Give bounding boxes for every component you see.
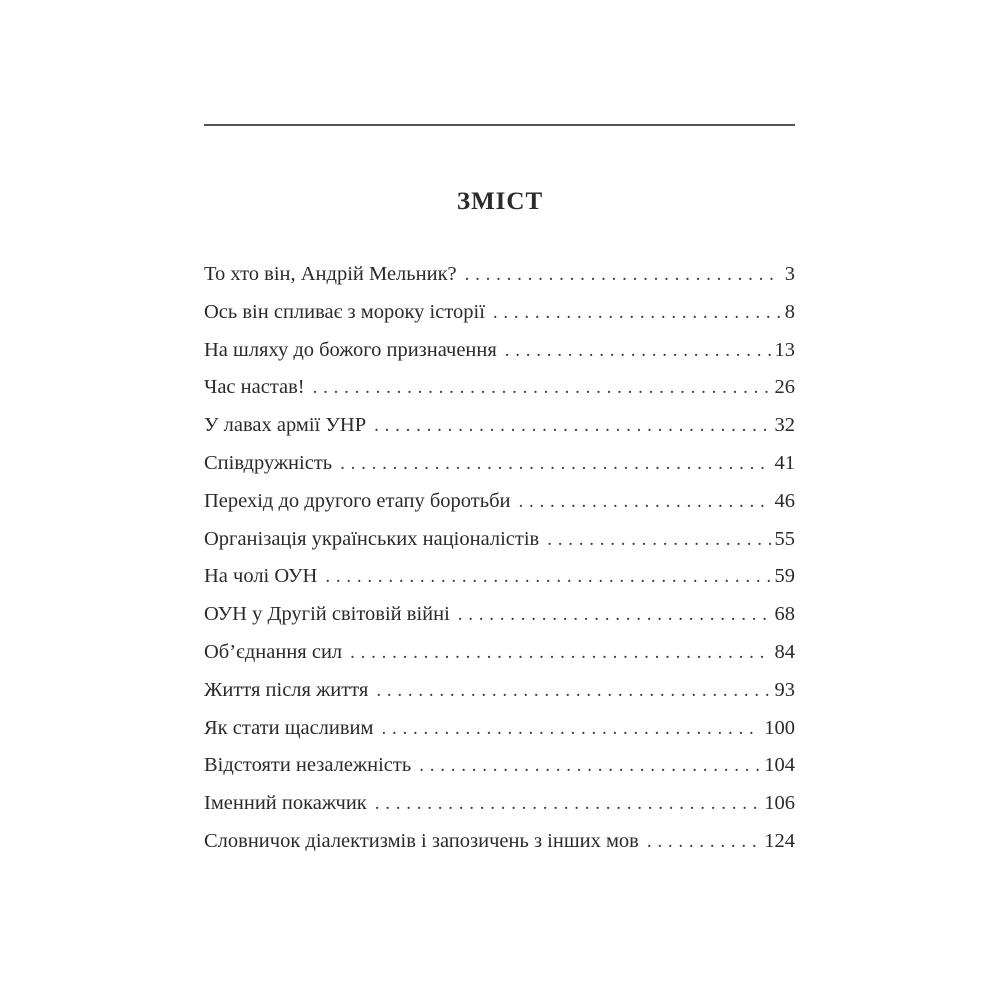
- toc-entry-page: 59: [774, 565, 795, 588]
- toc-entry-title: На шляху до божого призначення: [204, 338, 497, 361]
- toc-entry: [204, 672, 795, 710]
- toc-entry-title: На чолі ОУН: [204, 565, 318, 588]
- toc-entry-title: Життя після життя: [204, 678, 369, 701]
- toc-entry-title: Відстояти незалежність: [204, 754, 412, 777]
- dot-leader: [375, 785, 760, 823]
- toc-entry: [204, 332, 795, 370]
- dot-leader: [465, 256, 781, 294]
- dot-leader: [313, 369, 771, 407]
- dot-leader: [350, 634, 770, 672]
- toc-entry-page: 104: [764, 754, 795, 777]
- toc-entry-title: То хто він, Андрій Мельник?: [204, 263, 457, 285]
- toc-entry: [204, 823, 795, 861]
- toc-entry-title: Перехід до другого етапу боротьби: [204, 489, 511, 512]
- table-of-contents-heading: ЗМІСТ: [456, 188, 544, 215]
- toc-entry-page: 106: [764, 792, 795, 815]
- toc-entry-title: У лавах армії УНР: [204, 414, 367, 437]
- dot-leader: [505, 332, 771, 370]
- toc-entry: [204, 294, 795, 332]
- toc-entry-title: Як стати щасливим: [204, 716, 374, 739]
- dot-leader: [340, 445, 770, 483]
- toc-entry-page: 55: [774, 527, 795, 550]
- toc-entry: [204, 747, 795, 785]
- dot-leader: [518, 483, 770, 521]
- toc-entry: [204, 483, 795, 521]
- toc-entry: [204, 369, 795, 407]
- table-of-contents: [204, 256, 795, 861]
- dot-leader: [493, 294, 781, 332]
- toc-entry-page: 8: [784, 300, 795, 323]
- toc-entry-page: 93: [774, 678, 795, 701]
- toc-entry: [204, 256, 795, 294]
- toc-entry-title: Організація українських націоналістів: [204, 527, 540, 550]
- toc-entry-page: 68: [774, 603, 795, 626]
- toc-entry-title: Ось він спливає з мороку історії: [204, 300, 485, 323]
- toc-entry-title: Іменний покажчик: [204, 792, 367, 815]
- dot-leader: [647, 823, 760, 861]
- toc-entry: [204, 521, 795, 559]
- dot-leader: [374, 407, 770, 445]
- toc-entry-page: 3: [784, 263, 795, 285]
- toc-entry-page: 84: [774, 640, 795, 663]
- toc-entry-title: Співдружність: [204, 451, 333, 474]
- dot-leader: [458, 596, 771, 634]
- toc-entry: [204, 407, 795, 445]
- toc-entry-page: 13: [774, 338, 795, 361]
- toc-entry: [204, 710, 795, 748]
- toc-entry-title: Об’єднання сил: [204, 640, 343, 663]
- dot-leader: [376, 672, 770, 710]
- toc-entry: [204, 785, 795, 823]
- dot-leader: [325, 558, 770, 596]
- toc-entry-page: 100: [764, 716, 795, 739]
- top-rule-divider: [204, 124, 795, 126]
- toc-entry-title: Час настав!: [204, 376, 305, 399]
- toc-entry-page: 26: [774, 376, 795, 399]
- toc-entry-page: 46: [774, 489, 795, 512]
- toc-entry: [204, 634, 795, 672]
- toc-entry-title: Словничок діалектизмів і запозичень з інших мов: [204, 829, 639, 852]
- toc-entry: [204, 558, 795, 596]
- toc-entry-page: 32: [774, 414, 795, 437]
- dot-leader: [382, 710, 761, 748]
- toc-entry-page: 41: [774, 451, 795, 474]
- toc-entry: [204, 445, 795, 483]
- toc-entry: [204, 596, 795, 634]
- toc-entry-title: ОУН у Другій світовій війні: [204, 603, 450, 626]
- dot-leader: [419, 747, 760, 785]
- toc-entry-page: 124: [764, 829, 795, 852]
- dot-leader: [547, 521, 770, 559]
